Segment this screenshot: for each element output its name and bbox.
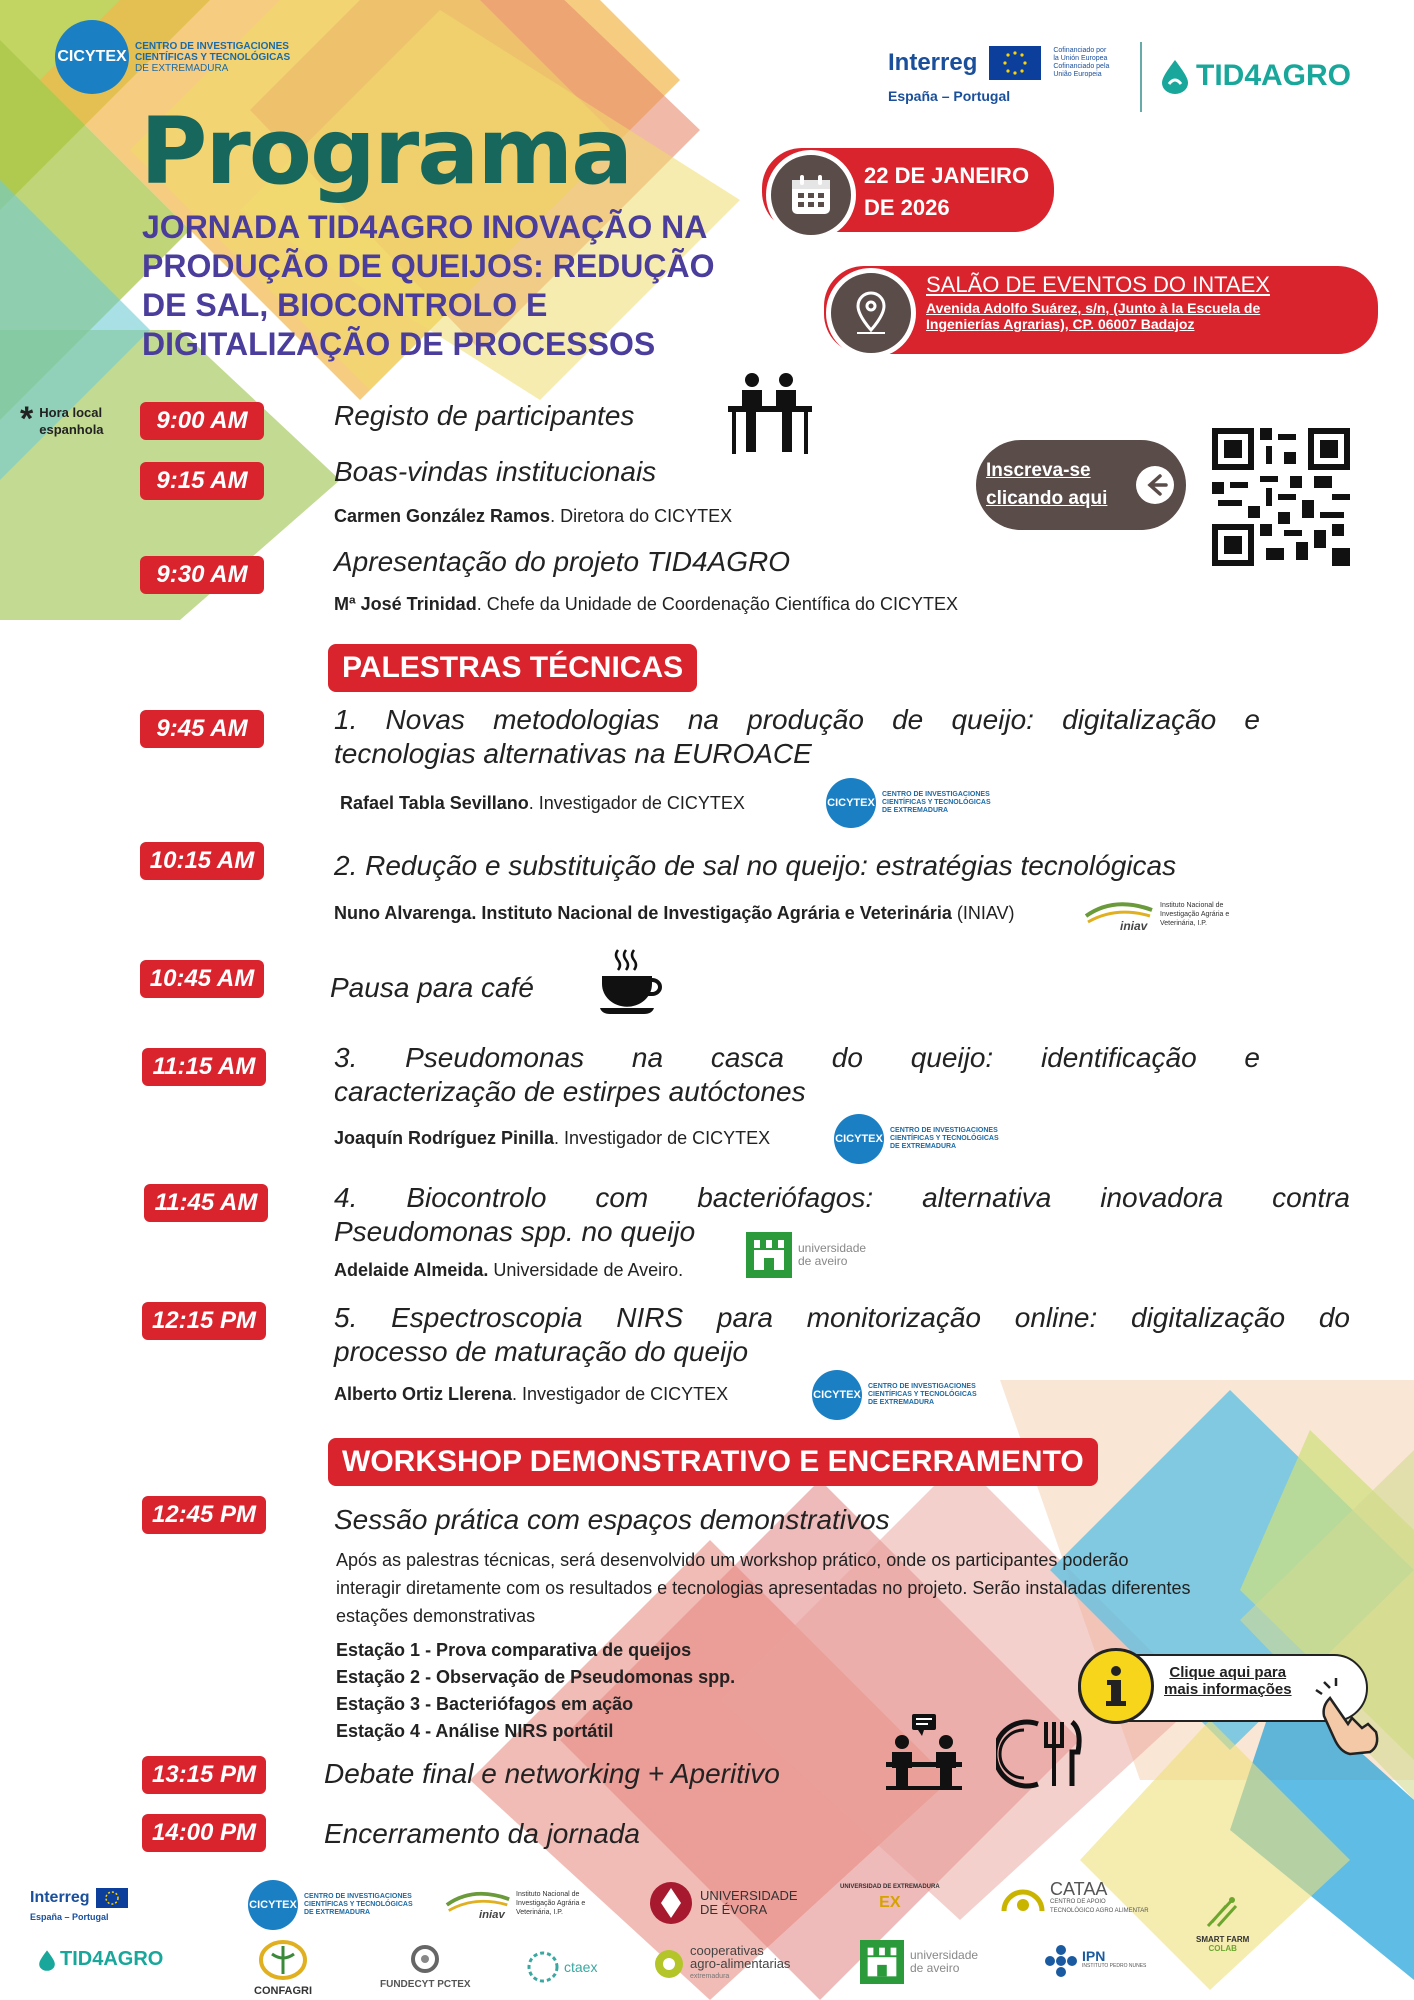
footer-coop-logo: cooperativas agro-alimentarias extremadura [652,1944,790,1983]
venue-address-2[interactable]: Ingenierías Agrarias), CP. 06007 Badajoz [926,316,1195,332]
venue-address[interactable]: Avenida Adolfo Suárez, s/n, (Junto à la Escuela de [926,300,1261,316]
interreg-wordmark: Interreg [888,49,978,76]
session-title: 5. Espectroscopia NIRS para monitorização online: digitalização do [334,1302,1350,1333]
footer-cataa-logo: CATAA CENTRO DE APOIO TECNOLÓGICO AGRO ALIMENTAR [1000,1880,1149,1916]
svg-text:iniav: iniav [1120,919,1148,932]
time-badge: 13:15 PM [142,1756,266,1794]
speaker: Mª José Trinidad. Chefe da Unidade de Coordenação Científica do CICYTEX [334,594,958,614]
local-time-note: * Hora local espanhola [20,400,104,438]
session-title-cont: tecnologias alternativas na EUROACE [334,738,812,769]
page-title: Programa [140,98,632,205]
time-badge: 11:45 AM [144,1184,268,1222]
cicytex-logo: CICYTEX CENTRO DE INVESTIGACIONES CIENTÍFICAS Y TECNOLÓGICAS DE EXTREMADURA [826,778,991,828]
confagri-mark [258,1940,308,1980]
header-divider [1140,42,1142,112]
cataa-mark [1000,1881,1046,1915]
more-info-text[interactable]: Clique aqui para mais informações [1164,1664,1292,1698]
speaker: Alberto Ortiz Llerena. Investigador de CICYTEX [334,1384,729,1404]
calendar-icon [789,173,833,217]
smartfarm-mark [1202,1896,1244,1930]
ipn-mark [1044,1944,1078,1978]
speaker: Carmen González Ramos. Diretora do CICYTEX [334,506,733,526]
time-badge: 9:45 AM [140,710,264,748]
interreg-region: España – Portugal [888,88,1011,104]
iniav-mark [444,1886,512,1920]
iniav-mark [1084,896,1154,932]
station-item: Estação 4 - Análise NIRS portátil [336,1721,614,1741]
footer-iniav-logo: iniav Instituto Nacional de Investigação Agrária e Veterinária, I.P. [444,1886,585,1920]
tid4agro-logo: TID4AGRO [1160,58,1351,94]
register-button[interactable]: Inscreva-se clicando aqui [976,440,1186,530]
footer-ctaex-logo: ctaex [526,1950,597,1984]
footer-uex-logo: UNIVERSIDAD DE EXTREMADURA EX [840,1884,940,1911]
time-badge: 12:45 PM [142,1496,266,1534]
location-pin-icon [853,291,889,335]
evora-mark [648,1880,694,1926]
cicytex-logo [55,20,290,94]
time-badge: 14:00 PM [142,1814,266,1852]
info-icon [1078,1648,1154,1724]
section-header-talks: PALESTRAS TÉCNICAS [328,644,697,692]
ctaex-mark [526,1950,560,1984]
session-title: Debate final e networking + Aperitivo [324,1758,780,1789]
time-badge: 10:45 AM [140,960,264,998]
session-title: 2. Redução e substituição de sal no queijo: estratégias tecnológicas [334,850,1177,881]
session-title: 3. Pseudomonas na casca do queijo: identificação e [334,1042,1260,1073]
networking-icon [884,1712,964,1792]
session-title: Boas-vindas institucionais [334,456,657,487]
eu-flag-icon [989,46,1041,80]
footer-aveiro-logo: universidade de aveiro [860,1940,978,1984]
footer-interreg-logo: Interreg España – Portugal [30,1888,128,1922]
footer-fundecyt-logo: FUNDECYT PCTEX [380,1944,471,1990]
coffee-cup-icon [596,946,666,1016]
session-title: 4. Biocontrolo com bacteriófagos: alternativa inovadora contra [334,1182,1350,1213]
speaker: Adelaide Almeida. Universidade de Aveiro. [334,1260,684,1280]
time-badge: 10:15 AM [140,842,264,880]
aveiro-mark [746,1232,792,1278]
session-title-cont: caracterização de estirpes autóctones [334,1076,806,1107]
time-badge: 9:15 AM [140,462,264,500]
station-item: Estação 1 - Prova comparativa de queijos [336,1640,692,1660]
eu-cofinance-es: Cofinanciado por la Unión Europea [1053,47,1108,62]
cicytex-logo: CICYTEX CENTRO DE INVESTIGACIONES CIENTÍFICAS Y TECNOLÓGICAS DE EXTREMADURA [834,1114,999,1164]
cicytex-logo: CICYTEX CENTRO DE INVESTIGACIONES CIENTÍFICAS Y TECNOLÓGICAS DE EXTREMADURA [812,1370,977,1420]
event-subtitle: JORNADA TID4AGRO INOVAÇÃO NA PRODUÇÃO DE QUEIJOS: REDUÇÃO DE SAL, BIOCONTROLO E DIGITALIZAÇÃO DE PROCESSOS [142,209,715,362]
time-badge: 9:00 AM [140,402,264,440]
coop-mark [652,1947,686,1981]
footer-tid4agro-logo: TID4AGRO [38,1948,163,1971]
session-title: Sessão prática com espaços demonstrativos [334,1504,890,1535]
time-badge: 11:15 AM [142,1048,266,1086]
session-title: 1. Novas metodologias na produção de queijo: digitalização e [334,704,1260,735]
iniav-logo: iniav Instituto Nacional de Investigação Agrária e Veterinária, I.P. [1084,896,1229,932]
aveiro-logo: universidade de aveiro [746,1232,866,1278]
interreg-logo [888,46,1113,104]
restaurant-icon [996,1716,1084,1792]
aveiro-mark [860,1940,904,1984]
session-title: Encerramento da jornada [324,1818,640,1849]
time-badge: 12:15 PM [142,1302,266,1340]
arrow-left-icon [1134,464,1176,506]
eu-flag-icon [96,1888,128,1908]
session-title-cont: processo de maturação do queijo [334,1336,749,1367]
speaker: Nuno Alvarenga. Instituto Nacional de Investigação Agrária e Veterinária (INIAV) [334,903,1015,923]
footer-evora-logo: UNIVERSIDADE DE ÉVORA [648,1880,798,1926]
footer-confagri-logo: CONFAGRI [254,1940,312,1997]
venue-name[interactable]: SALÃO DE EVENTOS DO INTAEX [926,272,1270,297]
station-item: Estação 3 - Bacteriófagos em ação [336,1694,634,1714]
registration-desk-icon [726,372,814,456]
footer-smartfarm-logo: SMART FARM COLAB [1196,1896,1249,1953]
footer-ipn-logo: IPN INSTITUTO PEDRO NUNES [1044,1944,1146,1978]
speaker: Rafael Tabla Sevillano. Investigador de CICYTEX [340,793,745,813]
cicytex-logo-mark: CICYTEX [55,20,129,94]
venue-info[interactable] [926,272,1270,332]
water-drop-icon [38,1949,56,1971]
session-title: Registo de participantes [334,400,635,431]
session-title: Pausa para café [330,972,534,1003]
session-title-cont: Pseudomonas spp. no queijo [334,1216,696,1247]
qr-code[interactable] [1212,428,1350,566]
event-date: 22 DE JANEIRO DE 2026 [864,163,1030,220]
eu-cofinance-pt: Cofinanciado pela União Europeia [1053,63,1110,78]
workshop-description: Após as palestras técnicas, será desenvolvido um workshop prático, onde os participantes poderão interagir diretamente com os resultados e tecnologias apresentadas no projeto. Serão instaladas diferentes estações demonstrativas [336,1550,1191,1626]
session-title: Apresentação do projeto TID4AGRO [334,546,791,577]
calendar-icon-circle [766,150,856,240]
cicytex-logo-text: CENTRO DE INVESTIGACIONES CIENTÍFICAS Y TECNOLÓGICAS DE EXTREMADURA [135,40,291,74]
section-header-workshop: WORKSHOP DEMONSTRATIVO E ENCERRAMENTO [328,1438,1098,1486]
asterisk: * [20,400,34,438]
speaker: Joaquín Rodríguez Pinilla. Investigador de CICYTEX [334,1128,771,1148]
svg-text:iniav: iniav [478,1909,505,1920]
pointing-hand-icon [1310,1676,1390,1756]
station-item: Estação 2 - Observação de Pseudomonas spp. [336,1667,736,1687]
footer-cicytex-logo: CICYTEX CENTRO DE INVESTIGACIONES CIENTÍFICAS Y TECNOLÓGICAS DE EXTREMADURA [248,1880,413,1930]
location-icon-circle [826,268,916,358]
water-drop-icon [1160,58,1190,94]
fundecyt-mark [410,1944,440,1974]
time-badge: 9:30 AM [140,556,264,594]
